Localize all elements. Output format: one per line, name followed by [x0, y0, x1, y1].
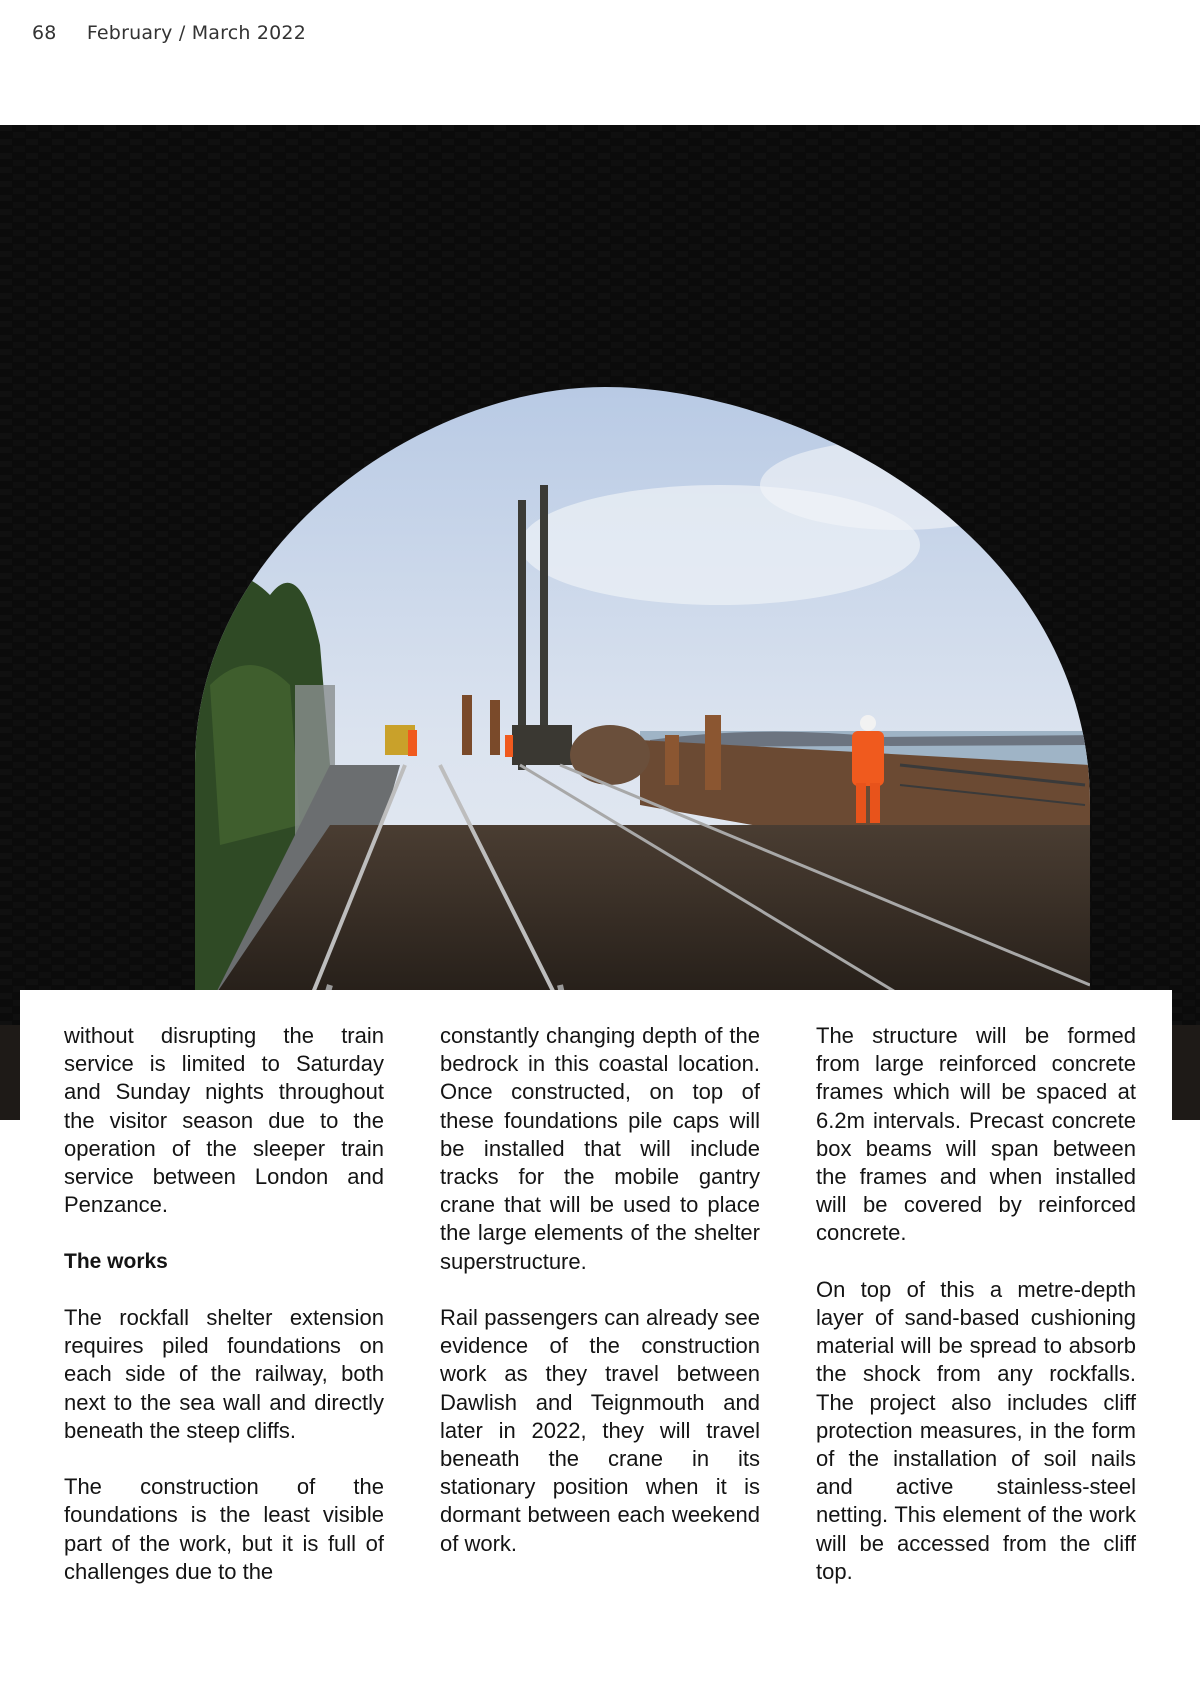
paragraph: constantly changing depth of the bedrock in this coastal location. Once constructed, on top of these foundations pile caps will be installed that will include tracks for the mobile gantry crane that will be used to place the large elements of the shelter superstructure. — [440, 1023, 760, 1274]
article-column-1 — [64, 1022, 384, 1614]
tunnel-photo — [0, 125, 1200, 1120]
paragraph: The rockfall shelter extension requires piled foundations on each side of the railway, both next to the sea wall and directly beneath the steep cliffs. — [64, 1305, 384, 1443]
issue-date: February / March 2022 — [86, 22, 307, 44]
article-body — [20, 990, 1172, 1696]
article-column-2 — [440, 1022, 760, 1586]
page-number: 68 — [32, 22, 57, 44]
paragraph: The structure will be formed from large reinforced concrete frames which will be spaced at 6.2m intervals. Precast concrete box beams will span between the frames and when installed will be covered by reinforced concrete. — [816, 1023, 1136, 1246]
paragraph: without disrupting the train service is limited to Saturday and Sunday nights throughout the visitor season due to the operation of the sleeper train service between London and Penzance. — [64, 1023, 384, 1218]
paragraph: On top of this a metre-depth layer of sand-based cushioning material will be spread to absorb the shock from any rockfalls. The project also includes cliff protection measures, in the form of the installation of soil nails and active stainless-steel netting. This element of the work will be accessed from the cliff top. — [816, 1276, 1136, 1584]
paragraph: Rail passengers can already see evidence of the construction work as they travel between Dawlish and Teignmouth and later in 2022, they will travel beneath the crane in its stationary position when it is dormant between each weekend of work. — [440, 1305, 760, 1556]
section-heading: The works — [64, 1249, 168, 1273]
page-header — [32, 22, 306, 44]
paragraph: The construction of the foundations is the least visible part of the work, but it is full of challenges due to the — [64, 1474, 384, 1584]
article-column-3 — [816, 1022, 1136, 1614]
